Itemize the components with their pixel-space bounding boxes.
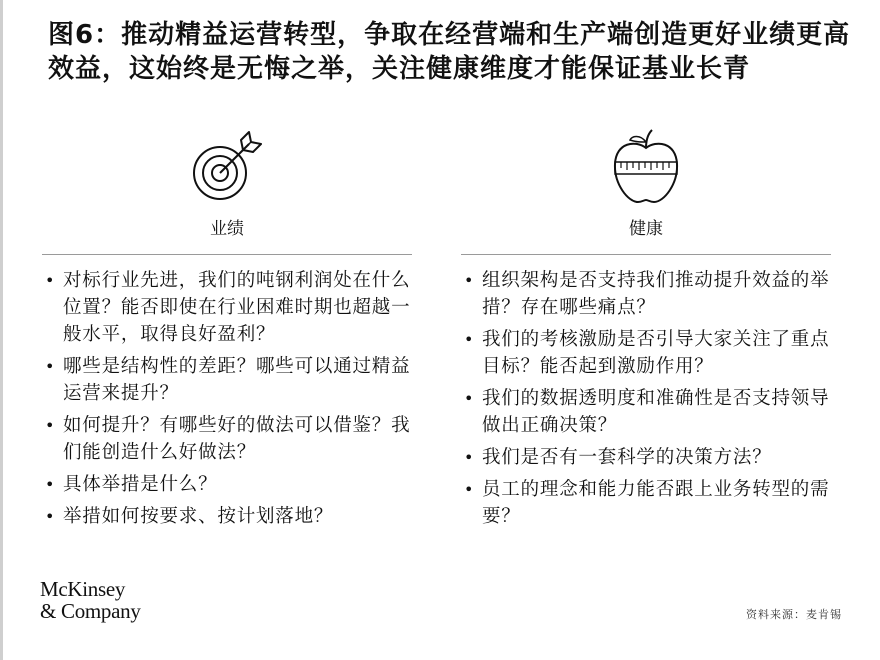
list-item: • 员工的理念和能力能否跟上业务转型的需要？ xyxy=(461,476,831,530)
list-item: • 我们是否有一套科学的决策方法？ xyxy=(461,444,831,471)
list-item: • 如何提升？有哪些好的做法可以借鉴？我们能创造什么好做法？ xyxy=(42,412,412,466)
performance-divider xyxy=(42,254,412,255)
health-list xyxy=(461,267,831,530)
list-item: • 对标行业先进，我们的吨钢利润处在什么位置？能否即使在行业困难时期也超越一般水平，取得良好盈利？ xyxy=(42,267,412,348)
mckinsey-logo xyxy=(40,578,141,622)
list-item: • 举措如何按要求、按计划落地？ xyxy=(42,503,412,530)
health-column xyxy=(461,128,831,535)
list-item: • 我们的数据透明度和准确性是否支持领导做出正确决策？ xyxy=(461,385,831,439)
health-heading: 健康 xyxy=(629,219,663,239)
logo-line-2: & Company xyxy=(40,599,141,623)
performance-heading: 业绩 xyxy=(210,219,244,239)
list-item: • 组织架构是否支持我们推动提升效益的举措？存在哪些痛点？ xyxy=(461,267,831,321)
apple-measure-icon xyxy=(461,128,831,212)
health-divider xyxy=(461,254,831,255)
performance-column xyxy=(42,128,412,535)
logo-line-1: McKinsey xyxy=(40,577,126,601)
target-arrow-icon xyxy=(42,128,412,212)
page-title: 图6：推动精益运营转型，争取在经营端和生产端创造更好业绩更高效益，这始终是无悔之举，关注健康维度才能保证基业长青 xyxy=(48,20,851,84)
performance-list xyxy=(42,267,412,530)
source-note: 资料来源：麦肯锡 xyxy=(746,608,842,621)
list-item: • 我们的考核激励是否引导大家关注了重点目标？能否起到激励作用？ xyxy=(461,326,831,380)
left-edge-rule xyxy=(0,0,3,660)
list-item: • 哪些是结构性的差距？哪些可以通过精益运营来提升？ xyxy=(42,353,412,407)
list-item: • 具体举措是什么？ xyxy=(42,471,412,498)
